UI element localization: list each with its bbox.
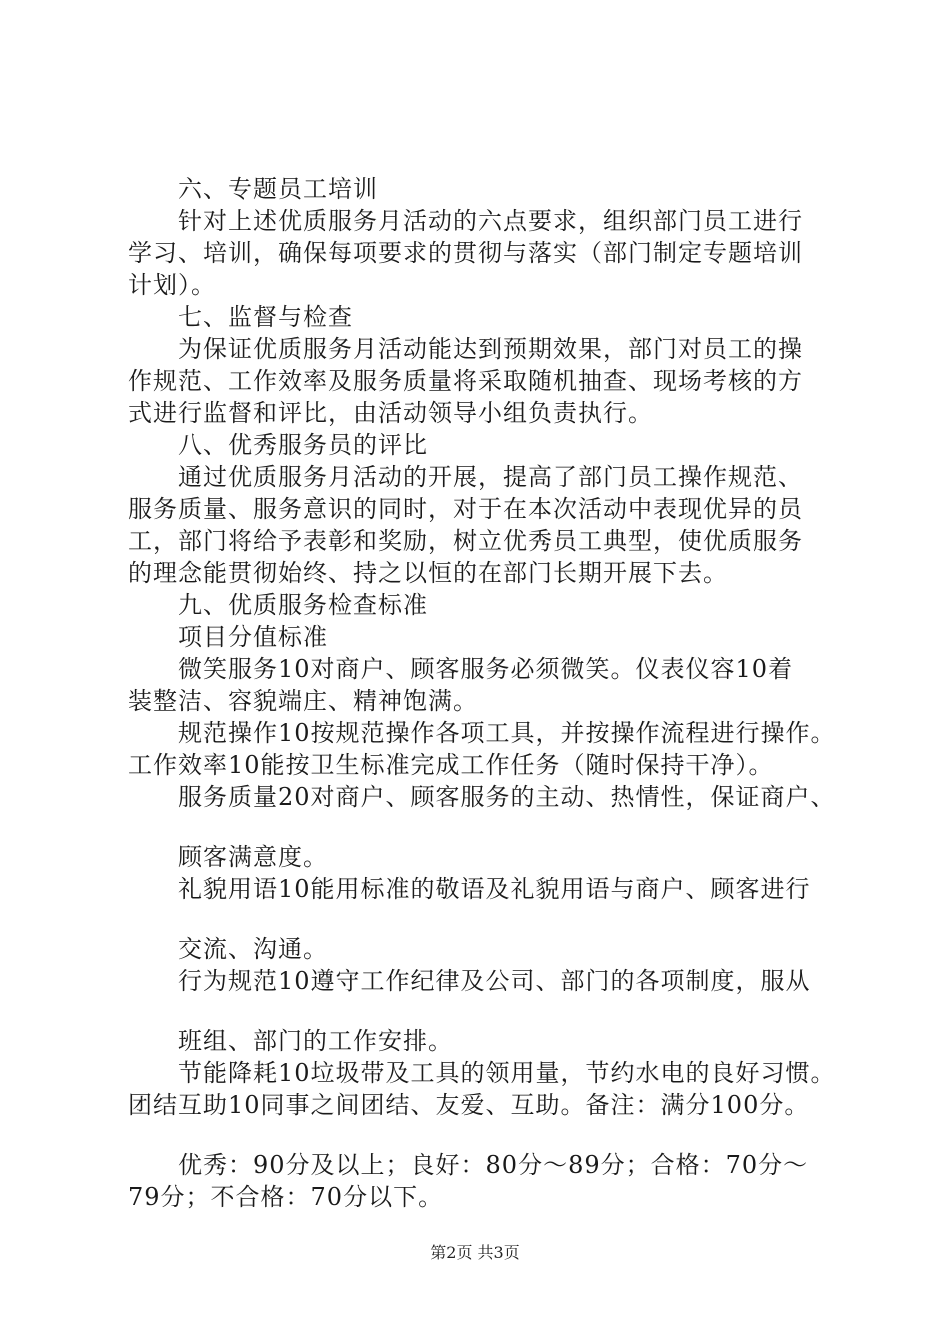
criteria-line: 行为规范10遵守工作纪律及公司、部门的各项制度，服从 <box>178 967 811 995</box>
paragraph-line: 工，部门将给予表彰和奖励，树立优秀员工典型，使优质服务 <box>128 527 803 555</box>
criteria-line: 交流、沟通。 <box>178 935 328 963</box>
criteria-line: 装整洁、容貌端庄、精神饱满。 <box>128 687 478 715</box>
criteria-line: 服务质量20对商户、顾客服务的主动、热情性，保证商户、 <box>178 783 836 811</box>
paragraph-line: 计划）。 <box>128 271 216 299</box>
criteria-line: 班组、部门的工作安排。 <box>178 1027 453 1055</box>
section-heading-9: 九、优质服务检查标准 <box>178 591 428 619</box>
paragraph-line: 服务质量、服务意识的同时，对于在本次活动中表现优异的员 <box>128 495 803 523</box>
criteria-line: 团结互助10同事之间团结、友爱、互助。备注：满分100分。 <box>128 1091 810 1119</box>
criteria-line: 规范操作10按规范操作各项工具，并按操作流程进行操作。 <box>178 719 836 747</box>
section-heading-7: 七、监督与检查 <box>178 303 353 331</box>
criteria-line: 微笑服务10对商户、顾客服务必须微笑。仪表仪容10着 <box>178 655 794 683</box>
grading-line: 79分；不合格：70分以下。 <box>128 1183 444 1211</box>
paragraph-line: 针对上述优质服务月活动的六点要求，组织部门员工进行 <box>178 207 803 235</box>
paragraph-line: 学习、培训，确保每项要求的贯彻与落实（部门制定专题培训 <box>128 239 803 267</box>
criteria-line: 工作效率10能按卫生标准完成工作任务（随时保持干净）。 <box>128 751 774 779</box>
criteria-line: 节能降耗10垃圾带及工具的领用量，节约水电的良好习惯。 <box>178 1059 836 1087</box>
table-header-line: 项目分值标准 <box>178 623 328 651</box>
paragraph-line: 作规范、工作效率及服务质量将采取随机抽查、现场考核的方 <box>128 367 803 395</box>
paragraph-line: 为保证优质服务月活动能达到预期效果，部门对员工的操 <box>178 335 803 363</box>
grading-line: 优秀：90分及以上；良好：80分～89分；合格：70分～ <box>178 1151 809 1179</box>
criteria-line: 礼貌用语10能用标准的敬语及礼貌用语与商户、顾客进行 <box>178 875 811 903</box>
section-heading-8: 八、优秀服务员的评比 <box>178 431 428 459</box>
section-heading-6: 六、专题员工培训 <box>178 175 378 203</box>
criteria-line: 顾客满意度。 <box>178 843 328 871</box>
paragraph-line: 式进行监督和评比，由活动领导小组负责执行。 <box>128 399 653 427</box>
paragraph-line: 的理念能贯彻始终、持之以恒的在部门长期开展下去。 <box>128 559 728 587</box>
page-number-footer: 第2页 共3页 <box>430 1243 520 1262</box>
paragraph-line: 通过优质服务月活动的开展，提高了部门员工操作规范、 <box>178 463 803 491</box>
